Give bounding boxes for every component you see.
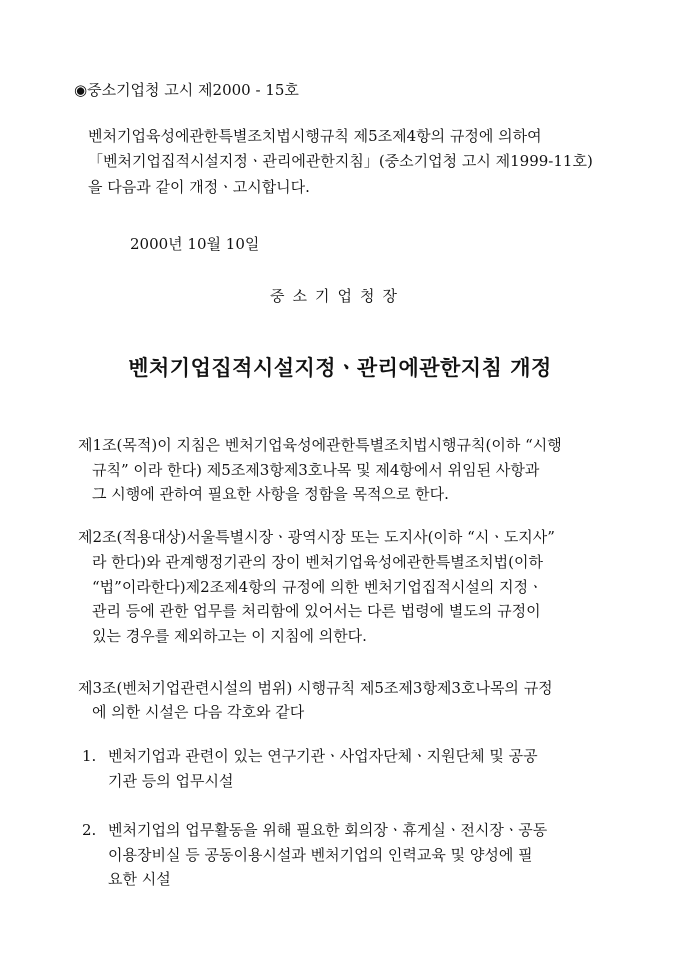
intro-line-2: 「벤처기업집적시설지정ㆍ관리에관한지침」(중소기업청 고시 제1999-11호) xyxy=(88,152,593,170)
item-2-number: 2. xyxy=(82,821,97,839)
item-2-line-1: 벤처기업의 업무활동을 위해 필요한 회의장ㆍ휴게실ㆍ전시장ㆍ공동 xyxy=(108,821,548,839)
article-3-line-2: 에 의한 시설은 다음 각호와 같다 xyxy=(92,703,305,721)
item-1-line-1: 벤처기업과 관련이 있는 연구기관ㆍ사업자단체ㆍ지원단체 및 공공 xyxy=(108,747,538,765)
article-2-line-3: “법”이라한다)제2조제4항의 규정에 의한 벤처기업집적시설의 지정ㆍ xyxy=(92,578,543,596)
item-2-line-3: 요한 시설 xyxy=(108,870,171,888)
article-1-line-2: 규칙” 이라 한다) 제5조제3항제3호나목 및 제4항에서 위임된 사항과 xyxy=(92,461,540,479)
notice-number: ◉중소기업청 고시 제2000 - 15호 xyxy=(74,81,299,99)
article-2-line-1: 제2조(적용대상)서울특별시장ㆍ광역시장 또는 도지사(이하 “시ㆍ도지사” xyxy=(78,528,555,546)
item-1-number: 1. xyxy=(82,747,97,765)
intro-line-1: 벤처기업육성에관한특별조치법시행규칙 제5조제4항의 규정에 의하여 xyxy=(88,127,542,145)
article-3-line-1: 제3조(벤처기업관련시설의 범위) 시행규칙 제5조제3항제3호나목의 규정 xyxy=(78,679,553,697)
article-2-line-5: 있는 경우를 제외하고는 이 지침에 의한다. xyxy=(92,627,367,645)
item-2-line-2: 이용장비실 등 공동이용시설과 벤처기업의 인력교육 및 양성에 필 xyxy=(108,846,533,864)
document-title: 벤처기업집적시설지정ㆍ관리에관한지침 개정 xyxy=(128,355,552,380)
article-2-line-4: 관리 등에 관한 업무를 처리함에 있어서는 다른 법령에 별도의 규정이 xyxy=(92,602,541,620)
article-1-line-1: 제1조(목적)이 지침은 벤처기업육성에관한특별조치법시행규칙(이하 “시행 xyxy=(78,436,562,454)
article-1-line-3: 그 시행에 관하여 필요한 사항을 정함을 목적으로 한다. xyxy=(92,485,449,503)
issue-date: 2000년 10월 10일 xyxy=(130,235,260,253)
issuer-name: 중소기업청장 xyxy=(270,287,405,305)
intro-line-3: 을 다음과 같이 개정ㆍ고시합니다. xyxy=(88,178,310,196)
item-1-line-2: 기관 등의 업무시설 xyxy=(108,772,234,790)
article-2-line-2: 라 한다)와 관계행정기관의 장이 벤처기업육성에관한특별조치법(이하 xyxy=(92,553,543,571)
